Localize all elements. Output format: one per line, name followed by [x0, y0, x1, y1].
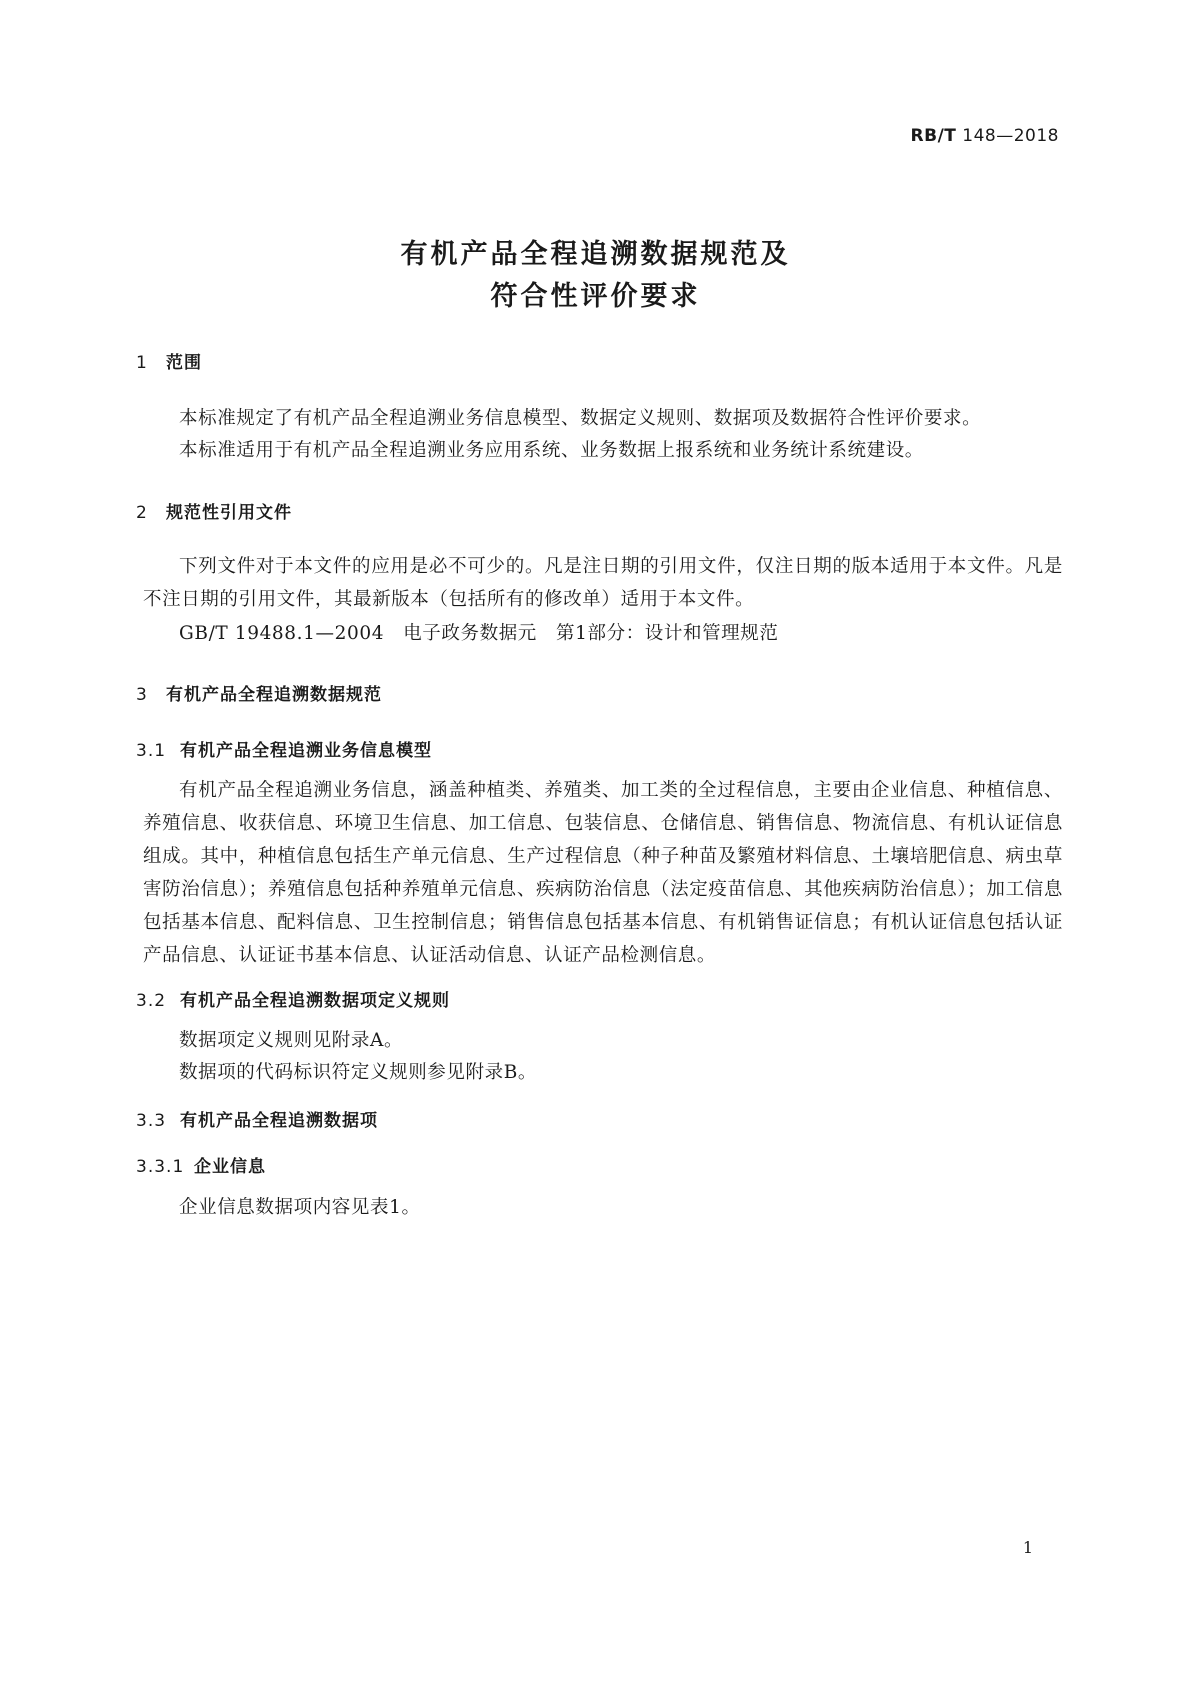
document-code-prefix: RB/T	[910, 126, 957, 146]
section-3-number: 3	[136, 685, 148, 705]
section-3-3-heading	[136, 1106, 378, 1131]
section-3-1-title: 有机产品全程追溯业务信息模型	[180, 741, 432, 761]
section-3-title: 有机产品全程追溯数据规范	[166, 685, 382, 705]
section-3-2-heading	[136, 986, 450, 1011]
section-3-2-line-2: 数据项的代码标识符定义规则参见附录B。	[179, 1062, 537, 1083]
section-3-3-1-number: 3.3.1	[136, 1157, 185, 1177]
section-1-paragraph-2: 本标准适用于有机产品全程追溯业务应用系统、业务数据上报系统和业务统计系统建设。	[179, 440, 924, 461]
section-2-paragraph-1: 下列文件对于本文件的应用是必不可少的。凡是注日期的引用文件，仅注日期的版本适用于本文件。凡是不注日期的引用文件，其最新版本（包括所有的修改单）适用于本文件。	[143, 556, 1063, 610]
section-1-paragraph-1: 本标准规定了有机产品全程追溯业务信息模型、数据定义规则、数据项及数据符合性评价要求。	[179, 408, 982, 429]
section-2-heading	[136, 498, 292, 523]
section-3-2-line-1: 数据项定义规则见附录A。	[179, 1030, 404, 1051]
section-3-1-paragraph-1: 有机产品全程追溯业务信息，涵盖种植类、养殖类、加工类的全过程信息，主要由企业信息、种植信息、养殖信息、收获信息、环境卫生信息、加工信息、包装信息、仓储信息、销售信息、物流信息、有机认证信息组成。其中，种植信息包括生产单元信息、生产过程信息（种子种苗及繁殖材料信息、土壤培肥信息、病虫草害防治信息）；养殖信息包括种养殖单元信息、疾病防治信息（法定疫苗信息、其他疾病防治信息）；加工信息包括基本信息、配料信息、卫生控制信息；销售信息包括基本信息、有机销售证信息；有机认证信息包括认证产品信息、认证证书基本信息、认证活动信息、认证产品检测信息。	[143, 780, 1063, 966]
section-2-number: 2	[136, 503, 148, 523]
section-3-2-number: 3.2	[136, 991, 167, 1011]
section-3-2-title: 有机产品全程追溯数据项定义规则	[180, 991, 450, 1011]
section-3-3-1-heading	[136, 1152, 266, 1177]
normative-reference: GB/T 19488.1—2004 电子政务数据元 第1部分：设计和管理规范	[179, 623, 779, 644]
document-code	[911, 126, 1059, 146]
section-3-3-1-line-1: 企业信息数据项内容见表1。	[179, 1197, 421, 1218]
document-title-line-1: 有机产品全程追溯数据规范及	[400, 239, 791, 270]
section-1-title: 范围	[166, 353, 202, 373]
section-3-3-title: 有机产品全程追溯数据项	[180, 1111, 378, 1131]
section-3-1-heading	[136, 736, 432, 761]
section-1-heading	[136, 348, 202, 373]
document-title-line-2: 符合性评价要求	[490, 281, 701, 312]
document-code-number: 148—2018	[962, 126, 1059, 146]
section-1-number: 1	[136, 353, 148, 373]
section-3-3-number: 3.3	[136, 1111, 167, 1131]
section-2-title: 规范性引用文件	[166, 503, 292, 523]
section-3-3-1-title: 企业信息	[194, 1157, 266, 1177]
page-number: 1	[1022, 1538, 1033, 1557]
section-3-1-number: 3.1	[136, 741, 167, 761]
section-3-heading	[136, 680, 382, 705]
